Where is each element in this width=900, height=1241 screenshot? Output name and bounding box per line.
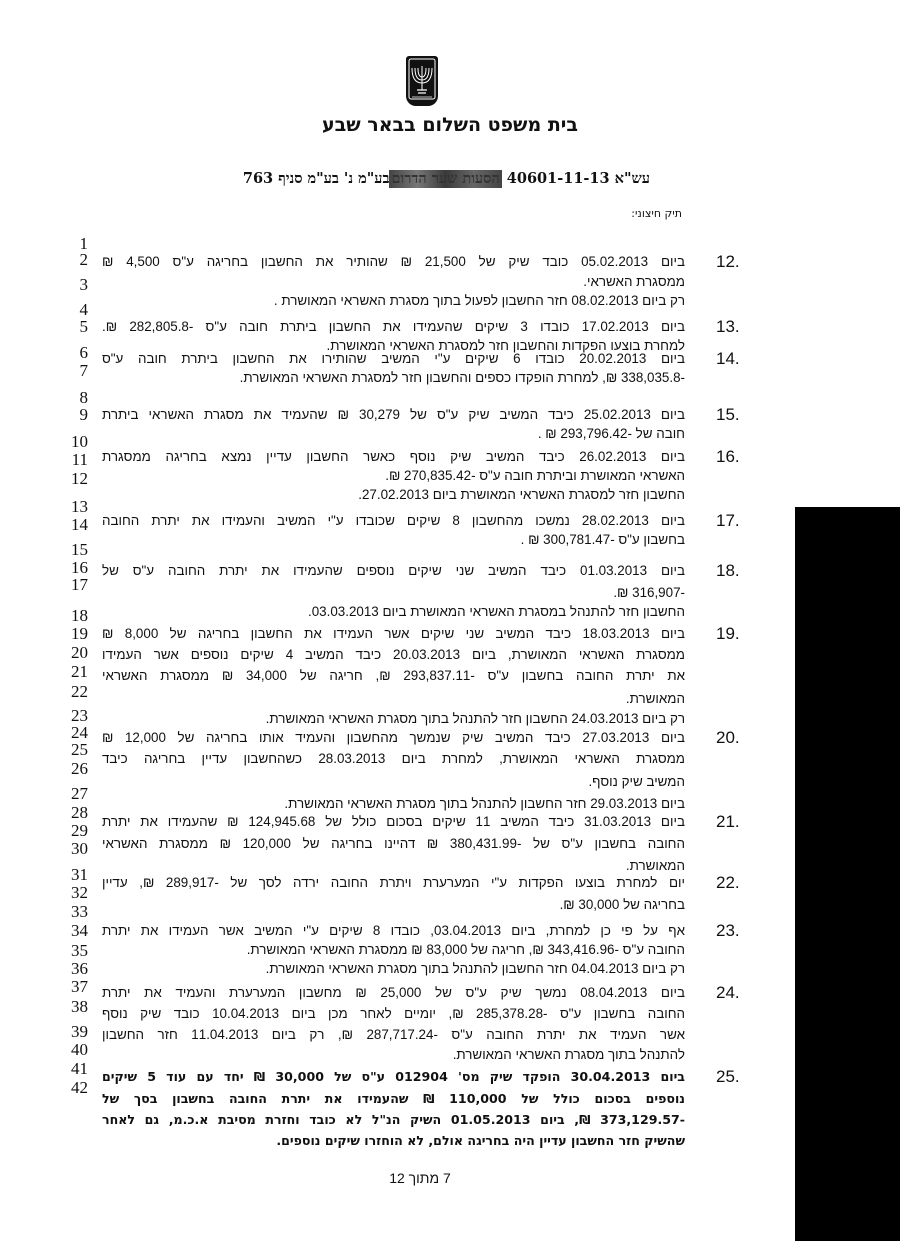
line-number: 10 [71,432,88,451]
paragraph-line: ביום 28.02.2013 נמשכו מהחשבון 8 שיקים שכובדו ע"י המשיב והעמידו את יתרת החובה [102,513,685,528]
paragraph-line: ביום 01.03.2013 כיבד המשיב שני שיקים נוספים שהעמידו את יתרת החובה ע"ס של [102,563,685,578]
paragraph-line: ביום 30.04.2013 הופקד שיק מס' 012904 ע"ס של 30,000 ₪ יחד עם עוד 5 שיקים [102,1069,685,1084]
paragraph-line: למחרת בוצעו הפקדות והחשבון חזר למסגרת האשראי המאושרת. [326,338,685,353]
paragraph-line: אף על פי כן למחרת, ביום 03.04.2013, כובדו 8 שיקים ע"י המשיב אשר העמידו את יתרת [102,923,685,938]
redacted-party-name: הסעות שער הדרום [391,170,500,187]
paragraph-line: ביום 31.03.2013 כיבד המשיב 11 שיקים בסכום כולל של 124,945.68 ₪ שהעמידו את יתרת [102,814,685,829]
paragraph-line: החשבון חזר למסגרת האשראי המאושרת ביום 27.02.2013. [358,487,685,502]
line-number: 36 [71,959,88,978]
paragraph-line: ממסגרת האשראי המאושרת, למחרת ביום 28.03.2013 כשהחשבון עדיין בחריגה כיבד [102,751,686,766]
paragraph-line: המשיב שיק נוסף. [588,774,685,789]
paragraph-line: רק ביום 08.02.2013 חזר החשבון לפעול בתוך מסגרת האשראי המאושרת . [273,293,685,308]
menorah-icon [406,56,438,106]
paragraph-number: 13. [716,317,740,336]
line-number: 9 [79,405,88,424]
paragraph-line: המאושרת. [625,858,685,873]
paragraph-line: ביום 26.02.2013 כיבד המשיב שיק נוסף כאשר החשבון עדיין נמצא בחריגה ממסגרת [102,449,685,464]
line-number: 37 [71,977,88,996]
line-number: 21 [71,662,88,681]
line-number: 27 [71,784,88,803]
line-number: 19 [71,624,88,643]
state-emblem [406,56,438,106]
line-number: 1 [79,234,88,253]
paragraph-number: 20. [716,728,740,747]
paragraph-line: שהשיק חזר החשבון עדיין היה בחריגה אולם, לא הוחזרו שיקים נוספים. [276,1133,685,1148]
paragraph-number: 19. [716,624,740,643]
paragraph-line: בחריגה של 30,000 ₪. [559,897,685,912]
line-number: 22 [71,682,88,701]
external-file-label: תיק חיצוני: [631,207,682,220]
paragraph-line: החובה בחשבון ע"ס של -380,431.99 ₪ דהיינו בחריגה של 120,000 ₪ ממסגרת האשראי [102,836,685,851]
case-suffix: בע"מ נ' בע"מ סניף 763 [242,170,390,187]
line-number: 28 [71,803,88,822]
line-number: 35 [71,941,88,960]
paragraph-line: האשראי המאושרת וביתרת חובה ע"ס -270,835.42 ₪. [385,468,685,483]
paragraph-line: ממסגרת האשראי המאושרת, ביום 20.03.2013 כיבד המשיב 4 שיקים נוספים אשר העמידו [102,647,685,662]
line-number: 38 [71,997,88,1016]
line-number: 34 [71,921,88,940]
paragraph-number: 14. [716,349,740,368]
paragraph-number: 25. [716,1067,740,1086]
line-number: 26 [71,759,88,778]
paragraph-number: 12. [716,252,740,271]
paragraph-line: ביום 08.04.2013 נמשך שיק ע"ס של 25,000 ₪ מחשבון המערערת והעמיד את יתרת [102,985,685,1000]
paragraph-number: 24. [716,983,740,1002]
paragraph-line: ביום 05.02.2013 כובד שיק של 21,500 ₪ שהותיר את החשבון בחריגה ע"ס 4,500 ₪ [102,254,685,269]
scan-black-margin [795,507,900,1241]
line-number: 42 [71,1078,88,1097]
paragraph-line: -316,907 ₪. [613,585,685,600]
court-name: בית משפט השלום בבאר שבע [322,114,578,136]
paragraph-line: להתנהל בתוך מסגרת האשראי המאושרת. [452,1047,685,1062]
paragraph-line: ממסגרת האשראי. [583,274,685,289]
case-number [242,170,650,188]
line-number: 41 [71,1059,88,1078]
line-number: 18 [71,606,88,625]
line-number: 30 [71,839,88,858]
paragraph-line: החובה בחשבון ע"ס -285,378.28 ₪, יומיים לאחר מכן ביום 10.04.2013 כובד שיק נוסף [102,1006,685,1021]
paragraph-line: החשבון חזר להתנהל במסגרת האשראי המאושרת ביום 03.03.2013. [307,604,685,619]
line-number: 14 [71,515,88,534]
line-number: 24 [71,723,88,742]
page-number: 7 מתוך 12 [389,1170,451,1186]
paragraph-line: -338,035.8 ₪, למחרת הופקדו כספים והחשבון חזר למסגרת האשראי המאושרת. [239,370,685,385]
line-number: 25 [71,740,88,759]
line-number: 23 [71,706,88,725]
line-number: 4 [79,300,88,319]
case-prefix: עש"א 40601-11-13 [506,170,650,187]
line-number: 16 [71,558,88,577]
line-number: 20 [71,643,88,662]
paragraph-line: רק ביום 04.04.2013 חזר החשבון להתנהל בתוך מסגרת האשראי המאושרת. [265,961,685,976]
line-number: 40 [71,1040,88,1059]
paragraph-line: ביום 29.03.2013 חזר החשבון להתנהל בתוך מסגרת האשראי המאושרת. [284,796,685,811]
line-number: 17 [71,575,88,594]
paragraph-line: ביום 20.02.2013 כובדו 6 שיקים ע"י המשיב שהותירו את החשבון ביתרת חובה ע"ס [102,351,685,366]
line-number: 6 [79,343,88,362]
paragraph-line: יום למחרת בוצעו הפקדות ע"י המערערת ויתרת החובה ירדה לסך של -289,917 ₪, עדיין [102,875,685,890]
line-number: 39 [71,1022,88,1041]
line-number: 11 [71,450,88,469]
paragraph-line: אשר העמיד את יתרת החובה ע"ס -287,717.24 ₪, רק ביום 11.04.2013 חזר החשבון [102,1027,685,1042]
paragraph-line: ביום 25.02.2013 כיבד המשיב שיק ע"ס של 30,279 ₪ שהעמיד את מסגרת האשראי ביתרת [102,407,685,422]
paragraph-line: ביום 18.03.2013 כיבד המשיב שני שיקים אשר העמידו את החשבון בחריגה של 8,000 ₪ [102,626,685,641]
paragraph-number: 23. [716,921,740,940]
line-number: 15 [71,540,88,559]
line-number: 33 [71,902,88,921]
paragraph-line: ביום 17.02.2013 כובדו 3 שיקים שהעמידו את החשבון ביתרת חובה ע"ס -282,805.8 ₪. [102,319,685,334]
paragraph-number: 15. [716,405,740,424]
paragraph-number: 17. [716,511,740,530]
paragraph-line: המאושרת. [625,691,685,706]
paragraph-line: -373,129.57 ₪, ביום 01.05.2013 השיק הנ"ל לא כובד וחזרת מסיבת א.כ.מ, גם לאחר [102,1112,686,1127]
line-number: 31 [71,865,88,884]
paragraph-number: 22. [716,873,740,892]
line-number: 3 [79,275,88,294]
line-number: 2 [79,250,88,269]
line-number: 32 [71,883,88,902]
line-number: 29 [71,821,88,840]
line-number: 8 [79,388,88,407]
paragraph-line: נוספים בסכום כולל של 110,000 ₪ שהעמידו את יתרת החובה בחשבון בסך של [102,1091,685,1106]
paragraph-number: 16. [716,447,740,466]
paragraph-number: 18. [716,561,740,580]
line-number: 7 [79,361,88,380]
paragraph-line: בחשבון ע"ס -300,781.47 ₪ . [520,532,685,547]
paragraph-line: ביום 27.03.2013 כיבד המשיב שיק שנמשך מהחשבון והעמיד אותו בחריגה של 12,000 ₪ [102,730,685,745]
line-number: 12 [71,469,88,488]
paragraph-number: 21. [716,812,740,831]
paragraph-line: חובה של -293,796.42 ₪ . [537,426,685,441]
paragraph-line: רק ביום 24.03.2013 החשבון חזר להתנהל בתוך מסגרת האשראי המאושרת. [265,711,685,726]
line-number: 5 [79,317,88,336]
paragraph-line: את יתרת החובה בחשבון ע"ס -293,837.11 ₪, חריגה של 34,000 ₪ ממסגרת האשראי [102,668,685,683]
paragraph-line: החובה ע"ס -343,416.96 ₪, חריגה של 83,000 ₪ ממסגרת האשראי המאושרת. [246,942,685,957]
line-number: 13 [71,497,88,516]
